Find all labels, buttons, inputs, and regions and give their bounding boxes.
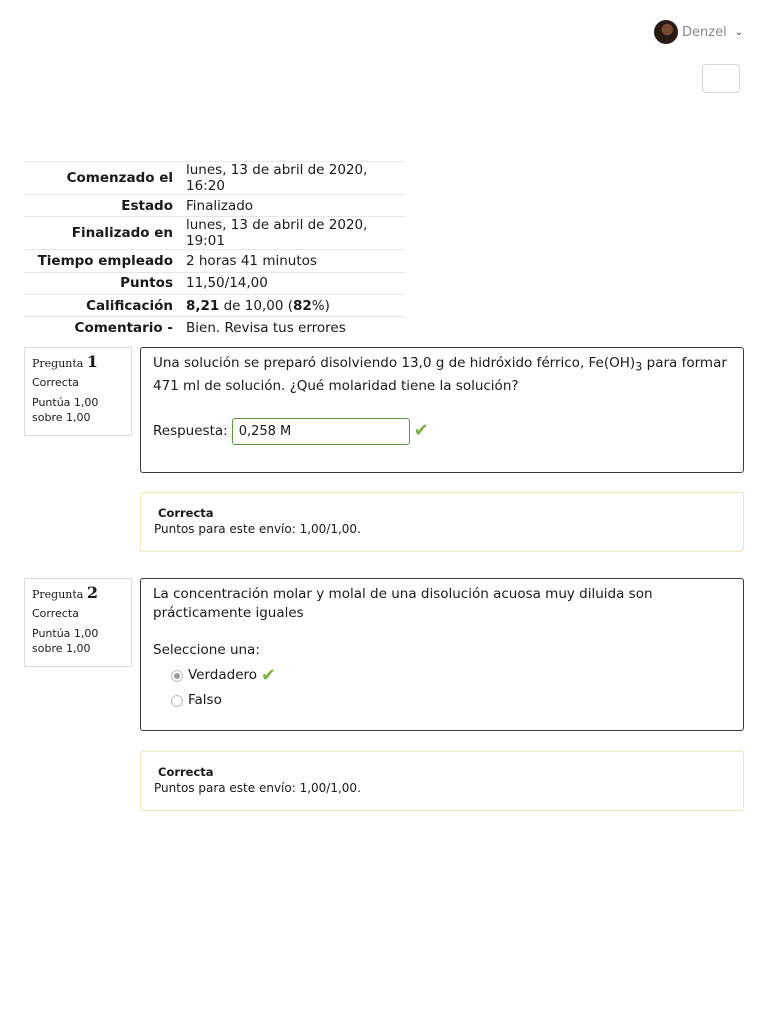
- answer-row: [153, 418, 731, 445]
- question-text-part: Una solución se preparó disolviendo 13,0 g de hidróxido férrico, Fe(OH): [153, 355, 636, 371]
- attempt-summary-table: [24, 161, 405, 338]
- chevron-down-icon: ⌄: [734, 26, 744, 38]
- answer-input[interactable]: 0,258 M: [232, 418, 410, 445]
- question-number: 2: [86, 583, 98, 602]
- question-formulation-1: [140, 347, 744, 473]
- grade-out-of: de 10,00 (: [219, 297, 293, 314]
- question-formulation-2: [140, 578, 744, 731]
- summary-row: [24, 317, 405, 339]
- summary-row: [24, 217, 405, 250]
- feedback-title: Correcta: [158, 506, 214, 520]
- question-grade: Puntúa 1,00 sobre 1,00: [32, 627, 99, 655]
- summary-value: Bien. Revisa tus errores: [186, 319, 346, 336]
- summary-value: lunes, 13 de abril de 2020, 16:20: [186, 162, 368, 194]
- summary-label: Finalizado en: [71, 225, 173, 242]
- select-prompt: Seleccione una:: [153, 642, 260, 658]
- question-grade: Puntúa 1,00 sobre 1,00: [32, 396, 99, 424]
- question-info-2: [24, 578, 132, 667]
- option-true[interactable]: [171, 666, 731, 685]
- question-title: Pregunta: [32, 357, 84, 370]
- question-text-part: para formar 471 ml de solución. ¿Qué molaridad tiene la solución?: [153, 355, 727, 394]
- option-label: Verdadero: [188, 667, 258, 683]
- question-feedback-2: [140, 751, 744, 811]
- question-number: 1: [86, 352, 98, 371]
- summary-value: lunes, 13 de abril de 2020, 19:01: [186, 217, 368, 250]
- summary-row: [24, 162, 405, 195]
- summary-row: [24, 195, 405, 217]
- summary-value: 11,50/14,00: [186, 275, 268, 292]
- user-menu[interactable]: [654, 20, 743, 44]
- option-false[interactable]: [171, 691, 731, 710]
- summary-value: 2 horas 41 minutos: [186, 252, 317, 269]
- summary-value: Finalizado: [186, 197, 254, 214]
- grade-percent: 82: [292, 297, 312, 314]
- feedback-title: Correcta: [158, 765, 214, 779]
- user-avatar: [654, 20, 678, 44]
- question-info-1: [24, 347, 132, 436]
- summary-label: Calificación: [86, 297, 173, 314]
- question-text: [153, 354, 731, 396]
- grade-value: [186, 294, 405, 316]
- summary-label: Puntos: [120, 275, 173, 292]
- question-state: Correcta: [32, 607, 79, 620]
- option-label: Falso: [188, 692, 222, 708]
- radio-button-selected[interactable]: [171, 670, 183, 682]
- summary-label: Tiempo empleado: [37, 252, 173, 269]
- summary-label: Comentario -: [74, 319, 173, 336]
- question-text-subscript: 3: [635, 360, 643, 374]
- question-text: La concentración molar y molal de una disolución acuosa muy diluida son prácticamente iguales: [153, 586, 653, 621]
- summary-row: [24, 250, 405, 272]
- user-name: Denzel: [682, 24, 727, 40]
- summary-row: [24, 294, 405, 316]
- correct-check-icon: ✔: [261, 664, 277, 686]
- radio-button[interactable]: [171, 695, 183, 707]
- answer-label: Respuesta:: [153, 422, 228, 439]
- grade-percent-suffix: %): [311, 297, 330, 314]
- question-state: Correcta: [32, 376, 79, 389]
- correct-check-icon: ✔: [413, 420, 429, 442]
- question-title: Pregunta: [32, 588, 84, 601]
- question-feedback-1: [140, 492, 744, 552]
- feedback-text: Puntos para este envío: 1,00/1,00.: [154, 522, 361, 536]
- grade-score: 8,21: [186, 297, 220, 314]
- feedback-text: Puntos para este envío: 1,00/1,00.: [154, 781, 361, 795]
- summary-label: Comenzado el: [66, 170, 173, 186]
- summary-label: Estado: [121, 197, 173, 214]
- blocks-toggle-button[interactable]: [702, 64, 740, 93]
- summary-row: [24, 272, 405, 294]
